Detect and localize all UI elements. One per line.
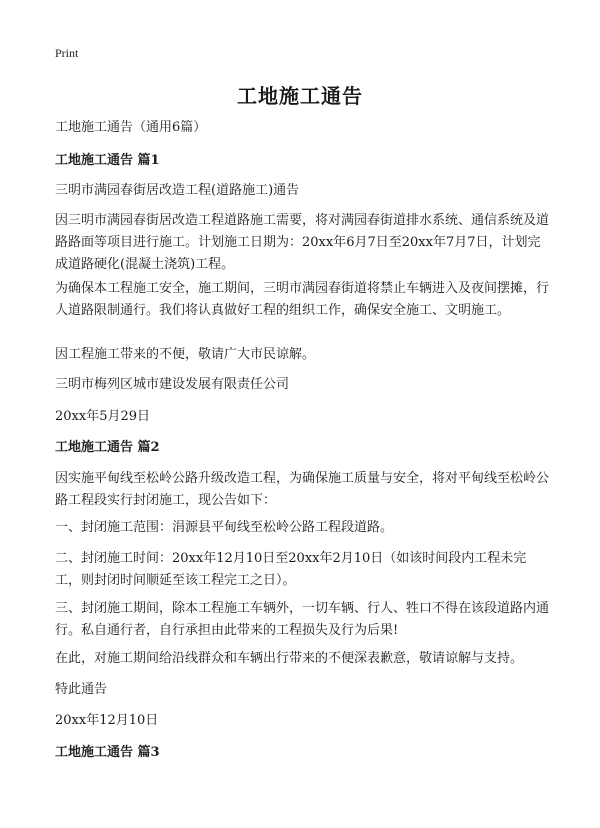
section-2-item-1: 一、封闭施工范围：涓源县平甸线至松岭公路工程段道路。 <box>55 520 394 535</box>
section-2-closing: 特此通告 <box>55 682 108 697</box>
section-3-heading: 工地施工通告 篇3 <box>55 745 160 760</box>
section-1-heading: 工地施工通告 篇1 <box>55 153 160 168</box>
section-1-paragraph-2: 为确保本工程施工安全，施工期间，三明市满园春街道将禁止车辆进入及夜间摆摊，行人道路限制通行。我们将认真做好工程的组织工作，确保安全施工、文明施工。 <box>55 281 550 318</box>
section-2-item-2: 二、封闭施工时间：20xx年12月10日至20xx年2月10日（如该时间段内工程未完工，则封闭时间顺延至该工程完工之日）。 <box>55 551 527 588</box>
section-1-paragraph-1: 因三明市满园春街居改造工程道路施工需要，将对满园春街道排水系统、通信系统及道路路面等项目进行施工。计划施工日期为：20xx年6月7日至20xx年7月7日，计划完成道路硬化(混凝土浇筑)工程。 <box>55 213 550 272</box>
page-title: 工地施工通告 <box>237 84 363 108</box>
section-1-paragraph-3: 因工程施工带来的不便，敬请广大市民谅解。 <box>55 347 316 362</box>
section-2-heading: 工地施工通告 篇2 <box>55 440 160 455</box>
section-1-date: 20xx年5月29日 <box>55 409 151 424</box>
intro-text: 工地施工通告（通用6篇） <box>55 120 207 135</box>
section-2-item-3: 三、封闭施工期间，除本工程施工车辆外，一切车辆、行人、牲口不得在该段道路内通行。私自通行者，自行承担由此带来的工程损失及行为后果! <box>55 601 550 638</box>
section-2-paragraph-2: 在此，对施工期间给沿线群众和车辆出行带来的不便深表歉意，敬请谅解与支持。 <box>55 651 524 666</box>
section-2-date: 20xx年12月10日 <box>55 713 159 728</box>
print-label: Print <box>55 46 79 60</box>
section-1-signer: 三明市梅列区城市建设发展有限责任公司 <box>55 377 290 392</box>
section-1-subtitle: 三明市满园春街居改造工程(道路施工)通告 <box>55 183 300 198</box>
section-2-paragraph-1: 因实施平甸线至松岭公路升级改造工程，为确保施工质量与安全，将对平甸线至松岭公路工程段实行封闭施工，现公告如下： <box>55 471 550 508</box>
